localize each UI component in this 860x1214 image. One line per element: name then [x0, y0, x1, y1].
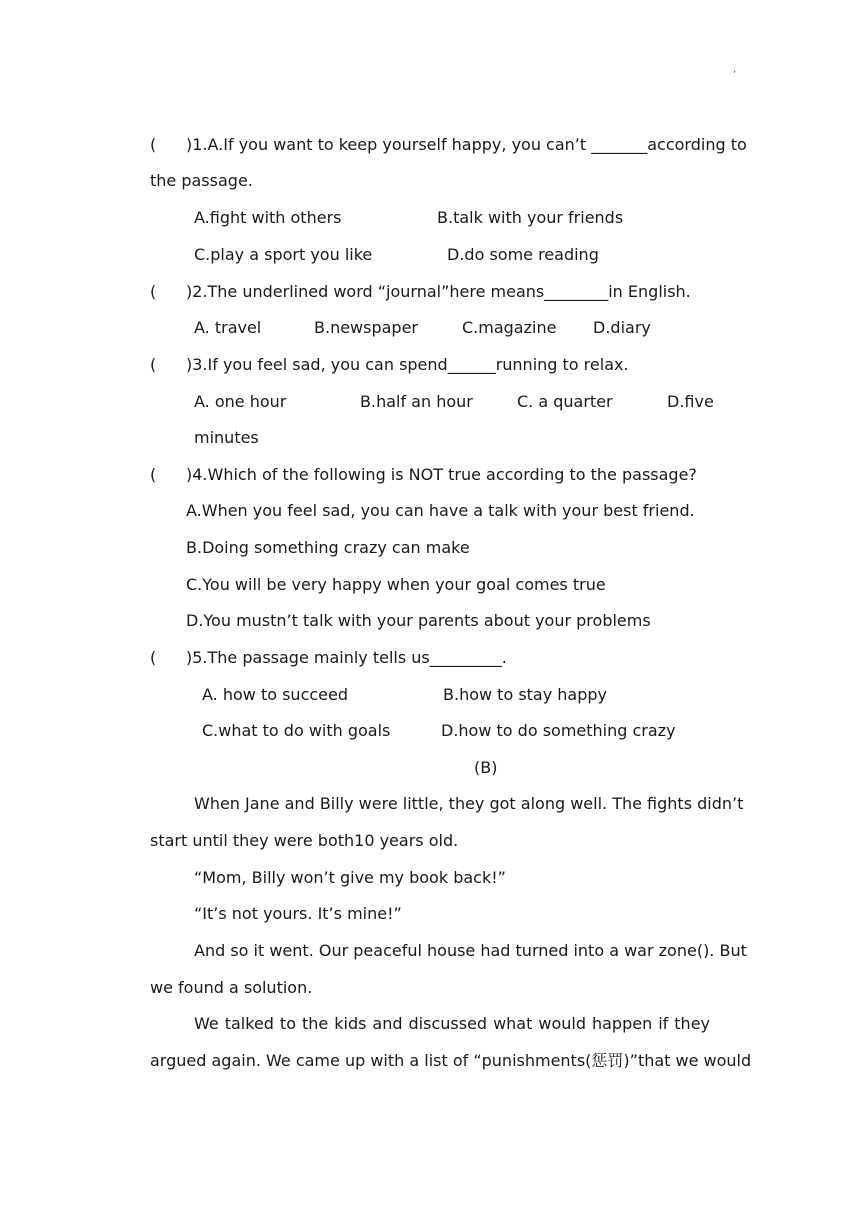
- question-3-option-d: D.five: [667, 392, 714, 411]
- passage-line-4: “It’s not yours. It’s mine!”: [194, 904, 402, 923]
- question-5-stem-line: [150, 648, 507, 668]
- question-1-stem: )1.A.If you want to keep yourself happy, you can’t _______according to: [186, 135, 747, 154]
- answer-bracket: (: [150, 355, 157, 374]
- question-3-option-b: B.half an hour: [360, 392, 473, 411]
- answer-bracket: (: [150, 465, 157, 484]
- question-4-option-b: B.Doing something crazy can make: [186, 538, 470, 557]
- question-1-option-b: B.talk with your friends: [437, 208, 624, 227]
- question-2-stem-line: [150, 282, 691, 302]
- question-5-option-b: B.how to stay happy: [443, 685, 608, 704]
- question-4-stem: )4.Which of the following is NOT true according to the passage?: [186, 465, 697, 484]
- question-4-option-a: A.When you feel sad, you can have a talk with your best friend.: [186, 501, 695, 520]
- passage-line-2: start until they were both10 years old.: [150, 831, 459, 850]
- question-3-stem-line: [150, 355, 629, 375]
- question-5-stem: )5.The passage mainly tells us_________.: [186, 648, 507, 667]
- question-5-option-c: C.what to do with goals: [202, 721, 391, 740]
- passage-line-1: When Jane and Billy were little, they got along well. The fights didn’t: [194, 794, 744, 813]
- question-1-stem-line: [150, 135, 747, 155]
- section-heading: (B): [474, 758, 498, 777]
- question-3-option-a: A. one hour: [194, 392, 287, 411]
- question-5-option-d: D.how to do something crazy: [441, 721, 676, 740]
- passage-line-7: We talked to the kids and discussed what would happen if they: [194, 1014, 710, 1033]
- question-4-option-c: C.You will be very happy when your goal comes true: [186, 575, 606, 594]
- answer-bracket: (: [150, 648, 157, 667]
- passage-line-8: argued again. We came up with a list of “punishments(惩罚)”that we would: [150, 1051, 752, 1070]
- passage-line-3: “Mom, Billy won’t give my book back!”: [194, 868, 506, 887]
- question-3-option-d-cont: minutes: [194, 428, 259, 447]
- question-2-option-b: B.newspaper: [314, 318, 419, 337]
- question-5-option-a: A. how to succeed: [202, 685, 348, 704]
- question-4-option-d: D.You mustn’t talk with your parents about your problems: [186, 611, 651, 630]
- question-1-stem-cont: the passage.: [150, 171, 253, 190]
- question-1-option-c: C.play a sport you like: [194, 245, 373, 264]
- answer-bracket: (: [150, 135, 157, 154]
- page-mark: ,: [733, 64, 737, 75]
- question-2-stem: )2.The underlined word “journal”here means________in English.: [186, 282, 691, 301]
- question-2-option-c: C.magazine: [462, 318, 557, 337]
- answer-bracket: (: [150, 282, 157, 301]
- question-3-option-c: C. a quarter: [517, 392, 613, 411]
- question-3-stem: )3.If you feel sad, you can spend______running to relax.: [186, 355, 629, 374]
- question-1-option-a: A.fight with others: [194, 208, 342, 227]
- question-2-option-d: D.diary: [593, 318, 651, 337]
- passage-line-5: And so it went. Our peaceful house had turned into a war zone(). But: [194, 941, 747, 960]
- question-1-option-d: D.do some reading: [447, 245, 599, 264]
- question-4-stem-line: [150, 465, 697, 485]
- question-2-option-a: A. travel: [194, 318, 262, 337]
- passage-line-6: we found a solution.: [150, 978, 313, 997]
